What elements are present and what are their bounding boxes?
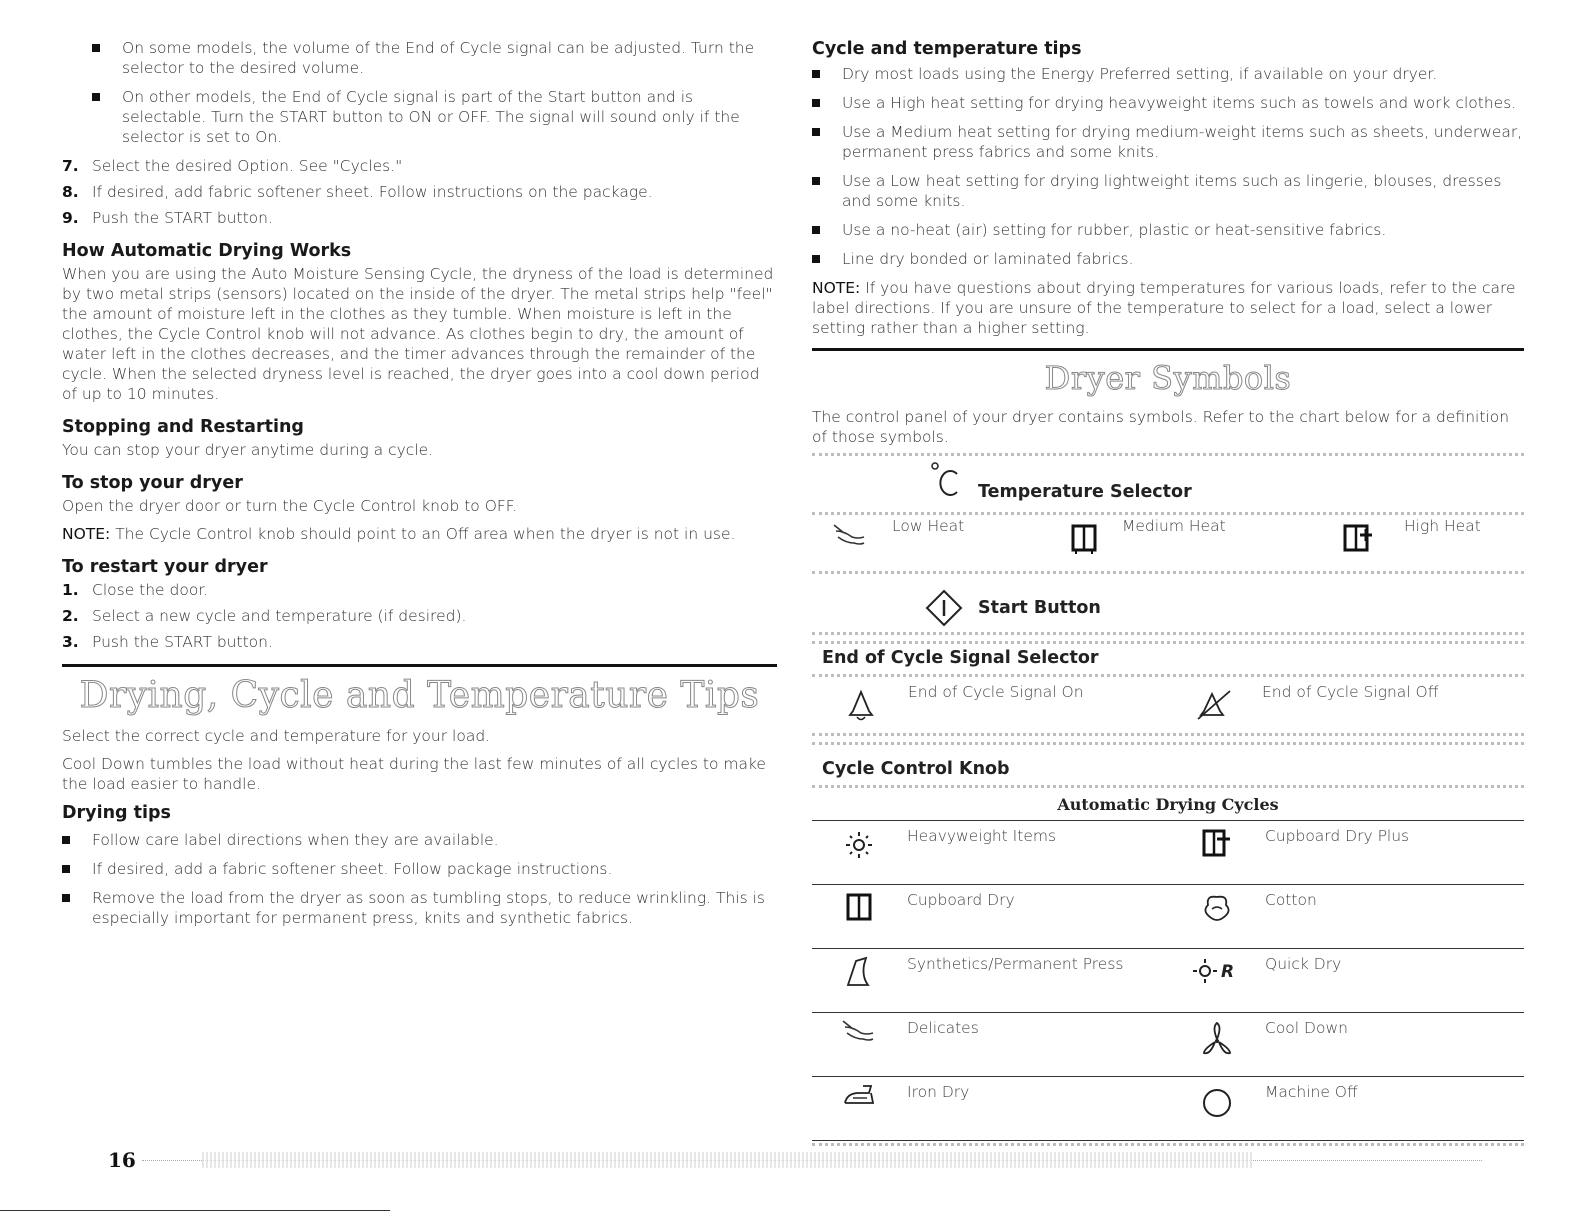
list-item: Use a Medium heat setting for drying medium-weight items such as sheets, underwear, permanent press fabrics and some knits. [812, 122, 1524, 162]
list-item: Use a Low heat setting for drying lightweight items such as lingerie, blouses, dresses and some knits. [812, 171, 1524, 211]
table-row [812, 1077, 1524, 1141]
list-item: Dry most loads using the Energy Preferred setting, if available on your dryer. [812, 64, 1524, 84]
cycle-knob-heading: Cycle Control Knob [822, 759, 1010, 779]
list-item: If desired, add a fabric softener sheet. Follow package instructions. [62, 859, 777, 879]
cell-icon [1170, 885, 1264, 949]
list-item: Remove the load from the dryer as soon as tumbling stops, to reduce wrinkling. This is especially important for permanent press, knits and synthetic fabrics. [62, 888, 777, 928]
right-column [812, 30, 1524, 1146]
cell-icon [1170, 821, 1264, 885]
symbols-title: Dryer Symbols [1044, 359, 1292, 397]
low-heat-label: Low Heat [892, 517, 965, 535]
eoc-heading: End of Cycle Signal Selector [822, 648, 1099, 668]
cupboard-dry-icon [845, 891, 873, 925]
section-divider [62, 664, 777, 667]
divider [812, 785, 1524, 788]
sun-icon [842, 827, 876, 861]
cotton-icon [1200, 891, 1234, 925]
start-power-icon [924, 588, 964, 628]
stop-note: NOTE: The Cycle Control knob should point to an Off area when the dryer is not in use. [62, 525, 736, 543]
auto-cycles-heading: Automatic Drying Cycles [1057, 795, 1279, 814]
restart-heading: To restart your dryer [62, 557, 268, 577]
list-item: On some models, the volume of the End of Cycle signal can be adjusted. Turn the selector to the desired volume. [62, 38, 777, 78]
section-title: Drying, Cycle and Temperature Tips [79, 675, 760, 716]
circle-off-icon [1200, 1083, 1234, 1119]
list-item: On other models, the End of Cycle signal is part of the Start button and is selectable. Turn the START button to ON or OFF. The signal will sound only if the selector is set to On. [62, 87, 777, 147]
start-row [812, 574, 1524, 632]
footer-band [202, 1152, 1252, 1168]
section-divider [812, 348, 1524, 351]
list-item: 7. Select the desired Option. See "Cycles." [62, 157, 403, 175]
eoc-items-row [812, 677, 1524, 733]
temp-note: NOTE: If you have questions about drying temperatures for various loads, refer to the care label directions. If you are unsure of the temperature to select for a load, select a lower setting rather than a higher setting. [812, 279, 1516, 337]
cell: Heavyweight Items [906, 821, 1170, 885]
steps-list [62, 156, 777, 228]
table-row [812, 885, 1524, 949]
temp-selector-heading: Temperature Selector [978, 482, 1192, 502]
table-row [812, 821, 1524, 885]
celsius-icon [927, 460, 967, 500]
cell: Cotton [1264, 885, 1524, 949]
cycles-table [812, 821, 1524, 1141]
eoc-off-label: End of Cycle Signal Off [1262, 683, 1439, 701]
eoc-heading-row [812, 644, 1524, 674]
list-item: Use a no-heat (air) setting for rubber, plastic or heat-sensitive fabrics. [812, 220, 1524, 240]
synthetics-icon [844, 955, 874, 991]
page-number: 16 [108, 1148, 136, 1172]
drying-tips-list [62, 830, 777, 928]
cell-icon [812, 885, 906, 949]
to-stop-text: Open the dryer door or turn the Cycle Control knob to OFF. [62, 497, 518, 515]
cell: Machine Off [1264, 1077, 1524, 1141]
knob-heading-row [812, 745, 1524, 785]
select-text: Select the correct cycle and temperature for your load. [62, 727, 491, 745]
svg-text:R: R [1221, 962, 1235, 982]
temp-heading-row [812, 456, 1524, 512]
quick-dry-icon [1191, 955, 1243, 985]
cooldown-text: Cool Down tumbles the load without heat during the last few minutes of all cycles to make the load easier to handle. [62, 755, 766, 793]
cell-icon [812, 821, 906, 885]
list-item: Use a High heat setting for drying heavyweight items such as towels and work clothes. [812, 93, 1524, 113]
eoc-on-label: End of Cycle Signal On [908, 683, 1084, 701]
cell-icon [812, 1013, 906, 1077]
medium-heat-icon [1070, 523, 1098, 555]
cell: Cool Down [1264, 1013, 1524, 1077]
cycle-tips-heading: Cycle and temperature tips [812, 39, 1082, 59]
restart-steps [62, 580, 777, 652]
divider [812, 733, 1524, 736]
iron-icon [841, 1083, 877, 1109]
list-item: Line dry bonded or laminated fabrics. [812, 249, 1524, 269]
bell-off-icon [1194, 689, 1234, 723]
temp-items-row [812, 515, 1524, 571]
list-item: 8. If desired, add fabric softener sheet. Follow instructions on the package. [62, 183, 653, 201]
cupboard-dry-plus-icon [1201, 827, 1233, 861]
end-of-cycle-bullets [62, 38, 777, 147]
list-item: 9. Push the START button. [62, 209, 273, 227]
cell: Delicates [906, 1013, 1170, 1077]
auto-drying-text: When you are using the Auto Moisture Sensing Cycle, the dryness of the load is determined by two metal strips (sensors) located on the inside of the dryer. The metal strips help "feel" the amount of moisture left in the clothes as they tumble. When moisture is left in the clothes, the Cycle Control knob will not advance. As clothes begin to dry, the amount of water left in the clothes decreases, and the timer advances through the remainder of the cycle. When the selected dryness level is reached, the dryer goes into a cool down period of up to 10 minutes. [62, 265, 774, 403]
high-heat-icon [1342, 523, 1374, 555]
list-item: 3. Push the START button. [62, 633, 273, 651]
list-item: Follow care label directions when they are available. [62, 830, 777, 850]
list-item: 2. Select a new cycle and temperature (if desired). [62, 607, 467, 625]
start-button-heading: Start Button [978, 598, 1101, 618]
cell: Cupboard Dry Plus [1264, 821, 1524, 885]
divider [812, 632, 1524, 635]
high-heat-label: High Heat [1404, 517, 1481, 535]
cell: Cupboard Dry [906, 885, 1170, 949]
list-item: 1. Close the door. [62, 581, 209, 599]
delicates-icon [841, 1019, 877, 1045]
page-footer [72, 1148, 1482, 1172]
cell-icon [812, 949, 906, 1013]
cell-icon [812, 1077, 906, 1141]
cell-icon [1170, 1013, 1264, 1077]
cycle-tips-list [812, 64, 1524, 269]
symbols-intro: The control panel of your dryer contains symbols. Refer to the chart below for a definition of those symbols. [812, 408, 1510, 446]
divider [812, 1143, 1524, 1146]
cell-icon [1170, 949, 1264, 1013]
medium-heat-label: Medium Heat [1122, 517, 1226, 535]
cell: Synthetics/Permanent Press [906, 949, 1170, 1013]
cell-icon [1170, 1077, 1264, 1141]
table-row [812, 949, 1524, 1013]
bell-icon [846, 689, 876, 723]
stopping-text: You can stop your dryer anytime during a cycle. [62, 441, 434, 459]
bottom-rule [0, 1210, 390, 1211]
fan-icon [1200, 1019, 1234, 1055]
to-stop-heading: To stop your dryer [62, 473, 243, 493]
left-column [62, 30, 777, 937]
drying-tips-heading: Drying tips [62, 803, 171, 823]
cell: Quick Dry [1264, 949, 1524, 1013]
auto-drying-heading: How Automatic Drying Works [62, 241, 352, 261]
cell: Iron Dry [906, 1077, 1170, 1141]
low-heat-icon [832, 523, 868, 549]
table-row [812, 1013, 1524, 1077]
stopping-heading: Stopping and Restarting [62, 417, 304, 437]
